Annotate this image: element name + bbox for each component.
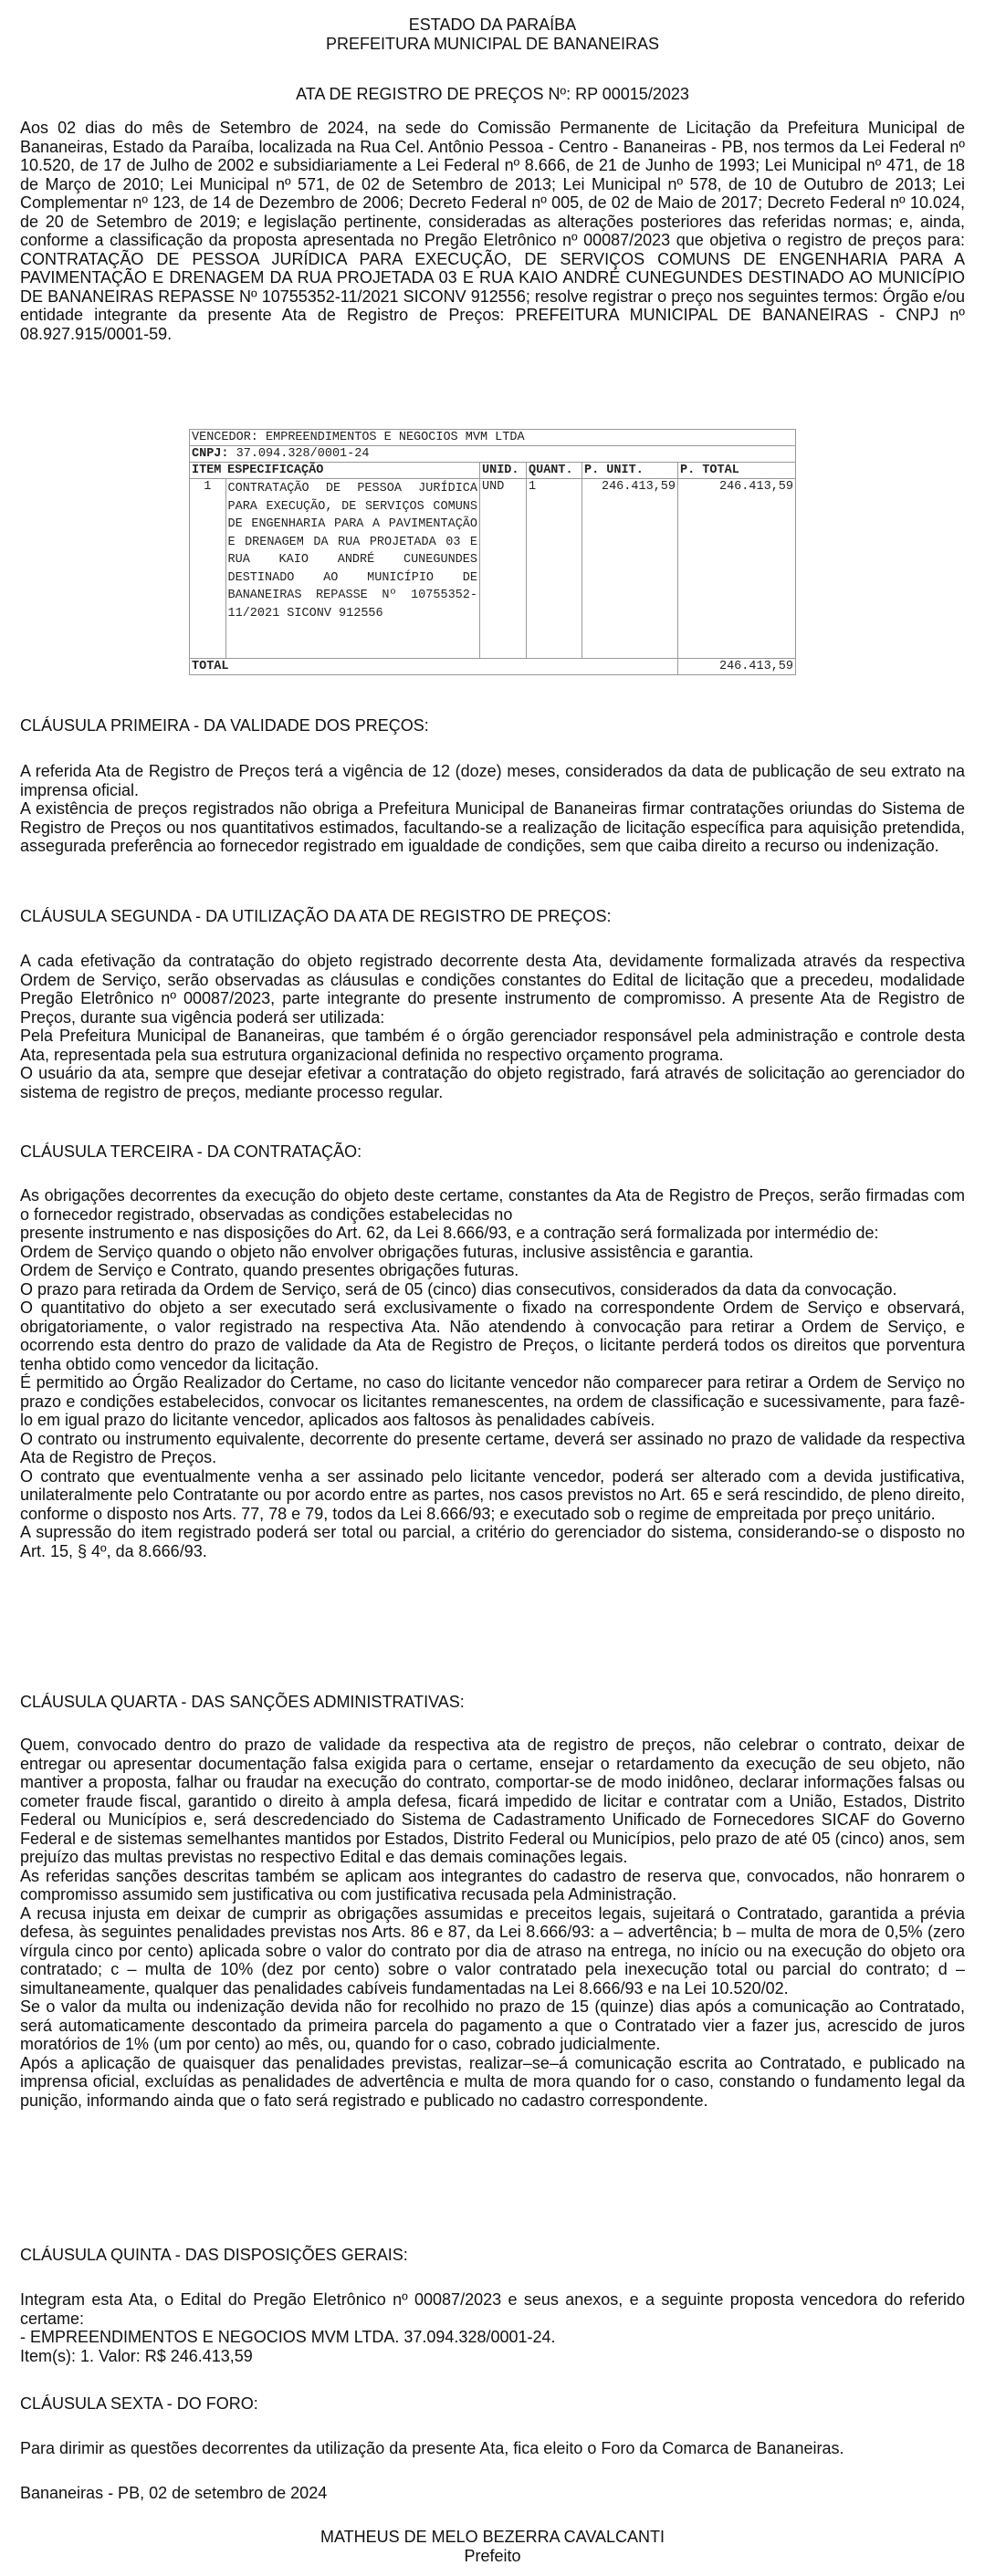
clause-6-body	[20, 2439, 965, 2458]
clause-4-p1: Quem, convocado dentro do prazo de validade da respectiva ata de registro de preços, não celebrar o contrato, deixar de entregar ou apresentar documentação falsa exigida para o certame, ensejar o retardamento da execução de seu objeto, não mantiver a proposta, falhar ou fraudar na execução do contrato, comportar-se de modo inidôneo, declarar informações falsas ou cometer fraude fiscal, garantido o direito à ampla defesa, ficará impedido de licitar e contratar com a União, Estados, Distrito Federal ou Municípios e, será descredenciado do Sistema de Cadastramento Unificado de Fornecedores SICAF do Governo Federal e de sistemas semelhantes mantidos por Estados, Distrito Federal ou Municípios, pelo prazo de até 05 (cinco) anos, sem prejuízo das multas previstas no respectivo Edital e das demais cominações legais.	[20, 1736, 965, 1866]
clause-4-p5: Após a aplicação de quaisquer das penalidades previstas, realizar–se–á comunicação escrita ao Contratado, e publicado na imprensa oficial, excluídas as penalidades de advertência e multa de mora quando for o caso, constando o fundamento legal da punição, informando ainda que o fato será registrado e publicado no cadastro correspondente.	[20, 2053, 965, 2110]
row-qty: 1	[527, 479, 582, 659]
clause-2-title: CLÁUSULA SEGUNDA - DA UTILIZAÇÃO DA ATA DE REGISTRO DE PREÇOS:	[20, 907, 612, 925]
clause-3-p1: As obrigações decorrentes da execução do objeto deste certame, constantes da Ata de Registro de Preços, serão firmadas com o fornecedor registrado, observadas as condições estabelecidas no	[20, 1186, 965, 1224]
clause-1-p1: A referida Ata de Registro de Preços terá a vigência de 12 (doze) meses, considerados da data de publicação de seu extrato na imprensa oficial.	[20, 762, 965, 799]
col-unit: UNID.	[480, 463, 527, 479]
clause-5-p3: Item(s): 1. Valor: R$ 246.413,59	[20, 2346, 253, 2365]
ata-title: ATA DE REGISTRO DE PREÇOS Nº: RP 00015/2023	[296, 85, 689, 103]
table-header-row	[190, 463, 796, 479]
row-total: 246.413,59	[678, 479, 796, 659]
row-unit: UND	[480, 479, 527, 659]
signature-block	[0, 2528, 985, 2566]
total-value: 246.413,59	[678, 659, 796, 675]
place-date: Bananeiras - PB, 02 de setembro de 2024	[20, 2484, 328, 2502]
clause-2-body	[20, 952, 965, 1101]
municipality-name: PREFEITURA MUNICIPAL DE BANANEIRAS	[325, 35, 660, 53]
cnpj-label: CNPJ:	[192, 447, 229, 461]
intro-paragraph: Aos 02 dias do mês de Setembro de 2024, na sede do Comissão Permanente de Licitação da Prefeitura Municipal de Bananeiras, Estado da Paraíba, localizada na Rua Cel. Antônio Pessoa - Centro - Bananeiras - PB, nos termos da Lei Federal nº 10.520, de 17 de Julho de 2002 e subsidiariamente a Lei Federal nº 8.666, de 21 de Junho de 1993; Lei Municipal nº 471, de 18 de Março de 2010; Lei Municipal nº 571, de 02 de Setembro de 2013; Lei Municipal nº 578, de 10 de Outubro de 2013; Lei Complementar nº 123, de 14 de Dezembro de 2006; Decreto Federal nº 005, de 02 de Maio de 2017; Decreto Federal nº 10.024, de 20 de Setembro de 2019; e legislação pertinente, consideradas as alterações posteriores das referidas normas; e, ainda, conforme a classificação da proposta apresentada no Pregão Eletrônico nº 00087/2023 que objetiva o registro de preços para: CONTRATAÇÃO DE PESSOA JURÍDICA PARA EXECUÇÃO, DE SERVIÇOS COMUNS DE ENGENHARIA PARA A PAVIMENTAÇÃO E DRENAGEM DA RUA PROJETADA 03 E RUA KAIO ANDRÉ CUNEGUNDES DESTINADO AO MUNICÍPIO DE BANANEIRAS REPASSE Nº 10755352-11/2021 SICONV 912556; resolve registrar o preço nos seguintes termos: Órgão e/ou entidade integrante da presente Ata de Registro de Preços: PREFEITURA MUNICIPAL DE BANANEIRAS - CNPJ nº 08.927.915/0001-59.	[20, 119, 965, 343]
clause-3-p4: O prazo para retirada da Ordem de Serviço, será de 05 (cinco) dias consecutivos, considerados da data da convocação.	[20, 1279, 897, 1298]
clause-3-p1b: presente instrumento e nas disposições do Art. 62, da Lei 8.666/93, e a contração será formalizada por intermédio de:	[20, 1224, 879, 1242]
cnpj-value: 37.094.328/0001-24	[236, 447, 370, 461]
clause-4-title: CLÁUSULA QUARTA - DAS SANÇÕES ADMINISTRATIVAS:	[20, 1693, 465, 1711]
document-header	[0, 16, 985, 54]
clause-1-p2: A existência de preços registrados não obriga a Prefeitura Municipal de Bananeiras firmar contratações oriundas do Sistema de Registro de Preços ou nos quantitativos estimados, facultando-se a realização de licitação específica para aquisição pretendida, assegurada preferência ao fornecedor registrado em igualdade de condições, sem que caiba direito a recurso ou indenização.	[20, 799, 965, 855]
col-unit-price: P. UNIT.	[582, 463, 678, 479]
clause-4-p2: As referidas sanções descritas também se aplicam aos integrantes do cadastro de reserva que, convocados, não honrarem o compromisso assumido sem justificativa ou com justificativa recusada pela Administração.	[20, 1866, 965, 1903]
clause-3-p9: A supressão do item registrado poderá ser total ou parcial, a critério do gerenciador do sistema, considerando-se o disposto no Art. 15, § 4º, da 8.666/93.	[20, 1523, 965, 1560]
row-item: 1	[190, 479, 226, 659]
col-item: ITEM	[190, 463, 226, 479]
clause-3-p2: Ordem de Serviço quando o objeto não envolver obrigações futuras, inclusive assistência e garantia.	[20, 1242, 754, 1261]
clause-5-body	[20, 2290, 965, 2365]
clause-5-p2: - EMPREENDIMENTOS E NEGOCIOS MVM LTDA. 37.094.328/0001-24.	[20, 2328, 556, 2346]
clause-6-p1: Para dirimir as questões decorrentes da utilização da presente Ata, fica eleito o Foro da Comarca de Bananeiras.	[20, 2439, 844, 2457]
col-qty: QUANT.	[527, 463, 582, 479]
clause-6-title: CLÁUSULA SEXTA - DO FORO:	[20, 2394, 258, 2413]
clause-3-title: CLÁUSULA TERCEIRA - DA CONTRATAÇÃO:	[20, 1142, 362, 1161]
clause-2-p1: A cada efetivação da contratação do objeto registrado decorrente desta Ata, devidamente formalizada através da respectiva Ordem de Serviço, serão observadas as cláusulas e condições constantes do Edital de licitação que a precedeu, modalidade Pregão Eletrônico nº 00087/2023, parte integrante do presente instrumento de compromisso. A presente Ata de Registro de Preços, durante sua vigência poderá ser utilizada:	[20, 952, 965, 1027]
col-total: P. TOTAL	[678, 463, 796, 479]
clause-4-p4: Se o valor da multa ou indenização devida não for recolhido no prazo de 15 (quinze) dias após a comunicação ao Contratado, será automaticamente descontado da primeira parcela do pagamento a que o Contratado vier a fazer jus, acrescido de juros moratórios de 1% (um por cento) ao mês, ou, quando for o caso, cobrado judicialmente.	[20, 1997, 965, 2053]
signatory-name: MATHEUS DE MELO BEZERRA CAVALCANTI	[320, 2528, 665, 2546]
clause-1-title: CLÁUSULA PRIMEIRA - DA VALIDADE DOS PREÇOS:	[20, 716, 429, 735]
clause-2-p2: Pela Prefeitura Municipal de Bananeiras, que também é o órgão gerenciador responsável pela administração e controle desta Ata, representada pela sua estrutura organizacional definida no respectivo orçamento programa.	[20, 1027, 965, 1064]
row-spec: CONTRATAÇÃO DE PESSOA JURÍDICA PARA EXECUÇÃO, DE SERVIÇOS COMUNS DE ENGENHARIA PARA A PAVIMENTAÇÃO E DRENAGEM DA RUA PROJETADA 03 E RUA KAIO ANDRÉ CUNEGUNDES DESTINADO AO MUNICÍPIO DE BANANEIRAS REPASSE Nº 10755352-11/2021 SICONV 912556	[225, 479, 480, 659]
clause-3-p7: O contrato ou instrumento equivalente, decorrente do presente certame, deverá ser assinado no prazo de validade da respectiva Ata de Registro de Preços.	[20, 1429, 965, 1466]
clause-4-p3: A recusa injusta em deixar de cumprir as obrigações assumidas e preceitos legais, sujeitará o Contratado, garantida a prévia defesa, às seguintes penalidades previstas nos Arts. 86 e 87, da Lei 8.666/93: a – advertência; b – multa de mora de 0,5% (zero vírgula cinco por cento) aplicada sobre o valor do contrato por dia de atraso na entrega, no início ou na execução do objeto ora contratado; c – multa de 10% (dez por cento) sobre o valor contratado pela inexecução total ou parcial do contrato; d – simultaneamente, qualquer das penalidades cabíveis fundamentadas na Lei 8.666/93 e na Lei 10.520/02.	[20, 1903, 965, 1997]
vendor-cell: VENCEDOR: EMPREENDIMENTOS E NEGOCIOS MVM LTDA	[190, 430, 796, 446]
total-row	[190, 659, 796, 675]
clause-4-body	[20, 1736, 965, 2110]
signatory-role: Prefeito	[464, 2547, 521, 2565]
row-unit-price: 246.413,59	[582, 479, 678, 659]
price-table	[189, 429, 796, 675]
table-row	[190, 479, 796, 659]
clause-3-p8: O contrato que eventualmente venha a ser assinado pelo licitante vencedor, poderá ser alterado com a devida justificativa, unilateralmente pelo Contratante ou por acordo entre as partes, nos casos previstos no Art. 65 e será rescindido, de pleno direito, conforme o disposto nos Arts. 77, 78 e 79, todos da Lei 8.666/93; e executado sob o regime de empreitada por preço unitário.	[20, 1466, 965, 1523]
vendor-row	[190, 430, 796, 446]
cnpj-row	[190, 446, 796, 463]
clause-1-body	[20, 762, 965, 856]
clause-5-title: CLÁUSULA QUINTA - DAS DISPOSIÇÕES GERAIS:	[20, 2246, 408, 2264]
clause-2-p3: O usuário da ata, sempre que desejar efetivar a contratação do objeto registrado, fará através de solicitação ao gerenciador do sistema de registro de preços, mediante processo regular.	[20, 1064, 965, 1101]
clause-5-p1: Integram esta Ata, o Edital do Pregão Eletrônico nº 00087/2023 e seus anexos, e a seguinte proposta vencedora do referido certame:	[20, 2290, 965, 2328]
clause-3-p6: É permitido ao Órgão Realizador do Certame, no caso do licitante vencedor não comparecer para retirar a Ordem de Serviço no prazo e condições estabelecidos, convocar os licitantes remanescentes, na ordem de classificação e sucessivamente, para fazê-lo em igual prazo do licitante vencedor, aplicados aos faltosos às penalidades cabíveis.	[20, 1373, 965, 1429]
clause-3-body	[20, 1186, 965, 1560]
clause-3-p5: O quantitativo do objeto a ser executado será exclusivamente o fixado na correspondente Ordem de Serviço e observará, obrigatoriamente, o valor registrado na respectiva Ata. Não atendendo à convocação para retirar a Ordem de Serviço, e ocorrendo esta dentro do prazo de validade da Ata de Registro de Preços, o licitante perderá todos os direitos que porventura tenha obtido como vencedor da licitação.	[20, 1298, 965, 1373]
col-spec: ESPECIFICAÇÃO	[225, 463, 480, 479]
state-name: ESTADO DA PARAÍBA	[408, 16, 577, 34]
total-label: TOTAL	[190, 659, 678, 675]
clause-3-p3: Ordem de Serviço e Contrato, quando presentes obrigações futuras.	[20, 1261, 519, 1279]
